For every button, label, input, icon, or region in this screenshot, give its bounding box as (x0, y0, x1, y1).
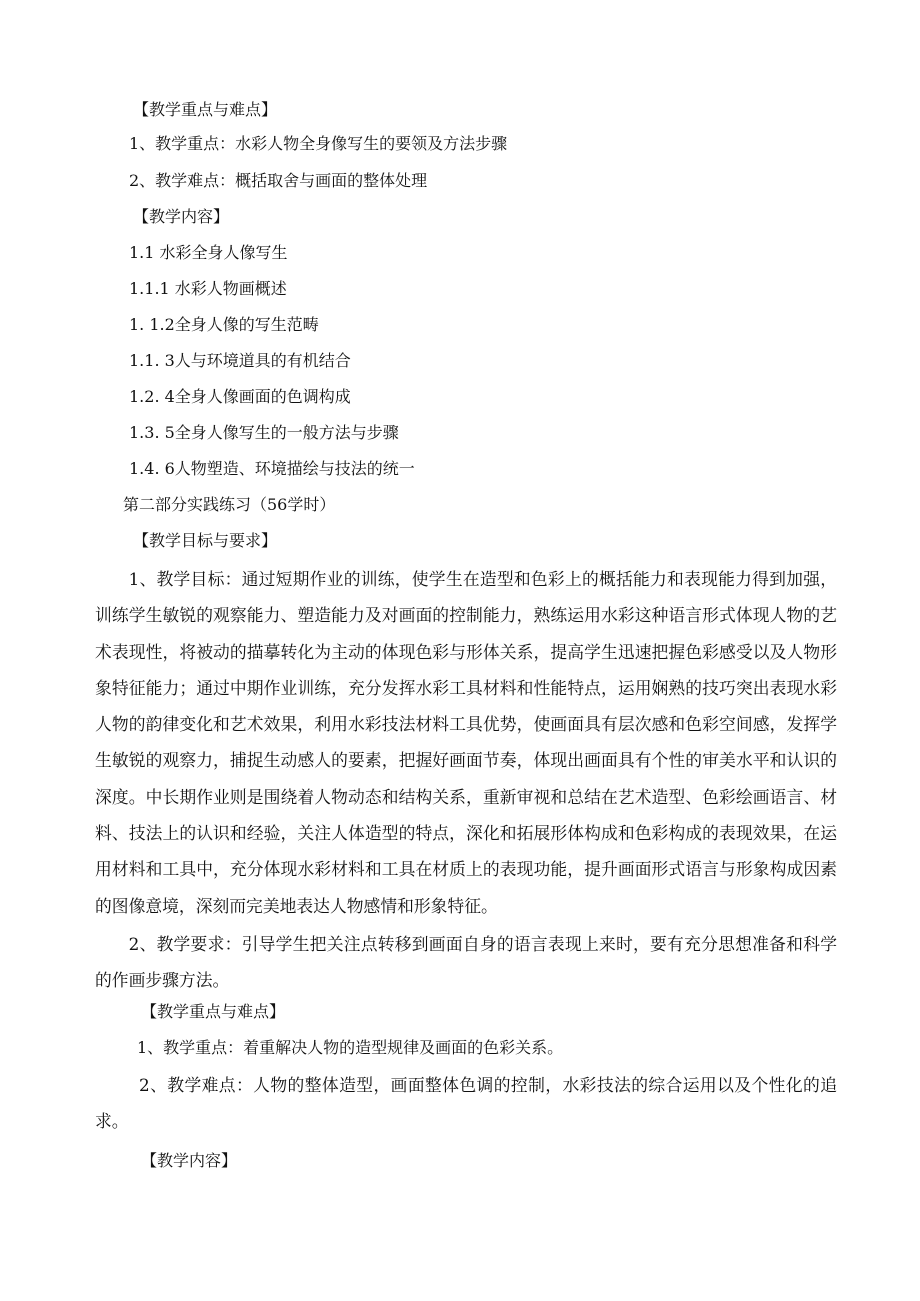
heading-key-points-2: 【教学重点与难点】 (141, 1002, 286, 1021)
requirement-paragraph: 2、教学要求：引导学生把关注点转移到画面自身的语言表现上来时，要有充分思想准备和科学的作画步骤方法。 (95, 934, 837, 991)
heading-goals: 【教学目标与要求】 (133, 531, 278, 550)
heading-content-2: 【教学内容】 (141, 1151, 238, 1170)
heading-content: 【教学内容】 (133, 207, 230, 226)
heading-key-points: 【教学重点与难点】 (133, 100, 278, 119)
part-two-title: 第二部分实践练习（56学时） (123, 495, 336, 514)
content-item: 1.1.1 水彩人物画概述 (129, 279, 287, 298)
key-point-item-2: 1、教学重点：着重解决人物的造型规律及画面的色彩关系。 (137, 1038, 564, 1057)
key-point-item: 1、教学重点：水彩人物全身像写生的要领及方法步骤 (129, 134, 508, 153)
content-item: 1.1 水彩全身人像写生 (129, 243, 288, 262)
content-item: 1. 1.2全身人像的写生范畴 (129, 315, 319, 334)
difficulty-item: 2、教学难点：概括取舍与画面的整体处理 (129, 171, 428, 190)
content-item: 1.1. 3人与环境道具的有机结合 (129, 351, 351, 370)
content-item: 1.2. 4全身人像画面的色调构成 (129, 387, 351, 406)
difficulty-paragraph: 2、教学难点：人物的整体造型，画面整体色调的控制，水彩技法的综合运用以及个性化的追求。 (95, 1075, 837, 1132)
goal-paragraph: 1、教学目标：通过短期作业的训练，使学生在造型和色彩上的概括能力和表现能力得到加强，训练学生敏锐的观察能力、塑造能力及对画面的控制能力，熟练运用水彩这种语言形式体现人物的艺术表现性，将被动的描摹转化为主动的体现色彩与形体关系，提高学生迅速把握色彩感受以及人物形象特征能力；通过中期作业训练，充分发挥水彩工具材料和性能特点，运用娴熟的技巧突出表现水彩人物的韵律变化和艺术效果，利用水彩技法材料工具优势，使画面具有层次感和色彩空间感，发挥学生敏锐的观察力，捕捉生动感人的要素，把握好画面节奏，体现出画面具有个性的审美水平和认识的深度。中长期作业则是围绕着人物动态和结构关系，重新审视和总结在艺术造型、色彩绘画语言、材料、技法上的认识和经验，关注人体造型的特点，深化和拓展形体构成和色彩构成的表现效果，在运用材料和工具中，充分体现水彩材料和工具在材质上的表现功能，提升画面形式语言与形象构成因素的图像意境，深刻而完美地表达人物感情和形象特征。 (95, 569, 837, 916)
content-item: 1.4. 6人物塑造、环境描绘与技法的统一 (129, 459, 415, 478)
content-item: 1.3. 5全身人像写生的一般方法与步骤 (129, 423, 399, 442)
